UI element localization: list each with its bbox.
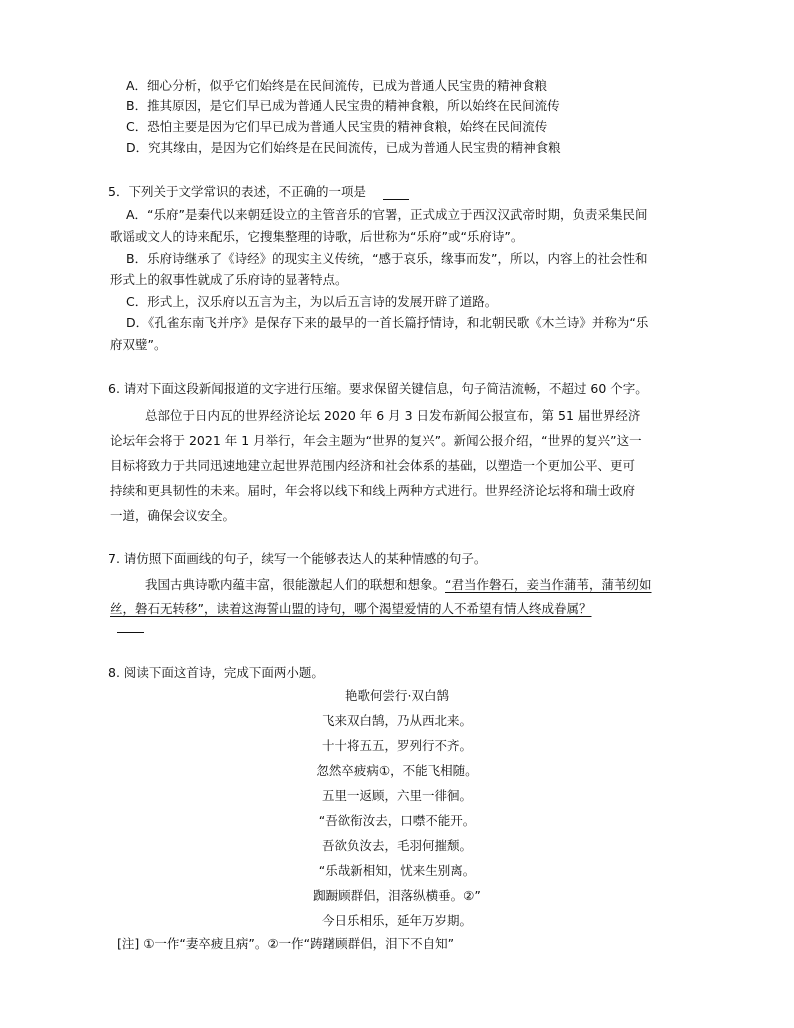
q6-line-4: 持续和更具韧性的未来。届时，年会将以线下和线上两种方式进行。世界经济论坛将和瑞士政府 — [110, 483, 636, 498]
poem-line-9: 今日乐相乐，延年万岁期。 — [321, 913, 472, 928]
q4-option-d: D．究其缘由，是因为它们始终是在民间流传，已成为普通人民宝贵的精神食粮 — [126, 140, 561, 155]
q4-option-c: C．恐怕主要是因为它们早已成为普通人民宝贵的精神食粮，始终在民间流传 — [126, 119, 548, 134]
poem-line-4: 五里一返顾，六里一徘徊。 — [321, 788, 472, 803]
q7-underlined-sentence-start: “君当作磐石，妾当作蒲苇，蒲苇纫如 — [445, 577, 652, 592]
q5-line-3: B．乐府诗继承了《诗经》的现实主义传统，“感于哀乐，缘事而发”，所以，内容上的社会性和 — [126, 251, 648, 266]
q5-line-1: A．“乐府”是秦代以来朝廷设立的主管音乐的官署，正式成立于西汉汉武帝时期，负责采集民间 — [126, 207, 648, 222]
q5-stem: 5．下列关于文学常识的表述，不正确的一项是 — [108, 184, 366, 199]
q4-option-b: B．推其原因，是它们早已成为普通人民宝贵的精神食粮，所以始终在民间流传 — [126, 98, 560, 113]
poem-line-5: “吾欲衔汝去，口噤不能开。 — [318, 813, 476, 828]
poem-line-2: 十十将五五，罗列行不齐。 — [321, 738, 472, 753]
q5-line-5: C．形式上，汉乐府以五言为主，为以后五言诗的发展开辟了道路。 — [126, 294, 498, 309]
poem-line-8: 踟蹰顾群侣，泪落纵横垂。②” — [313, 888, 481, 903]
poem-line-7: “乐哉新相知，忧来生别离。 — [318, 863, 476, 878]
q7-answer-blank[interactable] — [117, 632, 144, 633]
q5-line-7: 府双璧”。 — [110, 337, 167, 352]
q6-stem: 6. 请对下面这段新闻报道的文字进行压缩。要求保留关键信息，句子简洁流畅，不超过 60 个字。 — [108, 381, 648, 396]
q6-line-5: 一道，确保会议安全。 — [110, 508, 236, 523]
q6-line-3: 目标将致力于共同迅速地建立起世界范围内经济和社会体系的基础，以塑造一个更加公平、更可 — [110, 458, 636, 473]
poem-line-3: 忽然卒疲病①，不能飞相随。 — [316, 763, 478, 778]
poem-line-1: 飞来双白鹄，乃从西北来。 — [321, 713, 472, 728]
q5-answer-blank[interactable] — [383, 199, 409, 200]
poem-note: [注] ①一作“妻卒疲且病”。②一作“踌躇顾群侣，泪下不自知” — [117, 936, 455, 951]
q7-underlined-sentence-end: 丝，磐石无转移”，读着这海誓山盟的诗句，哪个渴望爱情的人不希望有情人终成眷属？ — [110, 601, 592, 616]
q7-line-1-plain: 我国古典诗歌内蕴丰富，很能激起人们的联想和想象。 — [145, 577, 446, 592]
q6-line-2: 论坛年会将于 2021 年 1 月举行，年会主题为“世界的复兴”。新闻公报介绍，“世界的复兴”这一 — [110, 433, 642, 448]
q7-line-2 — [110, 600, 591, 618]
q7-line-1 — [145, 576, 652, 594]
poem-line-6: 吾欲负汝去，毛羽何摧颓。 — [321, 838, 472, 853]
q5-line-2: 歌谣或文人的诗来配乐，它搜集整理的诗歌，后世称为“乐府”或“乐府诗”。 — [110, 229, 524, 244]
poem-title: 艳歌何尝行·双白鹄 — [345, 688, 449, 703]
q4-option-a: A．细心分析，似乎它们始终是在民间流传，已成为普通人民宝贵的精神食粮 — [126, 78, 548, 93]
q5-line-4: 形式上的叙事性就成了乐府诗的显著特点。 — [110, 272, 348, 287]
q8-stem: 8. 阅读下面这首诗，完成下面两小题。 — [108, 665, 324, 680]
q6-line-1: 总部位于日内瓦的世界经济论坛 2020 年 6 月 3 日发布新闻公报宣布，第 51 届世界经济 — [145, 408, 641, 423]
q7-stem: 7. 请仿照下面画线的句子，续写一个能够表达人的某种情感的句子。 — [108, 551, 487, 566]
q5-line-6: D．《孔雀东南飞并序》是保存下来的最早的一首长篇抒情诗，和北朝民歌《木兰诗》并称为“乐 — [126, 315, 649, 330]
